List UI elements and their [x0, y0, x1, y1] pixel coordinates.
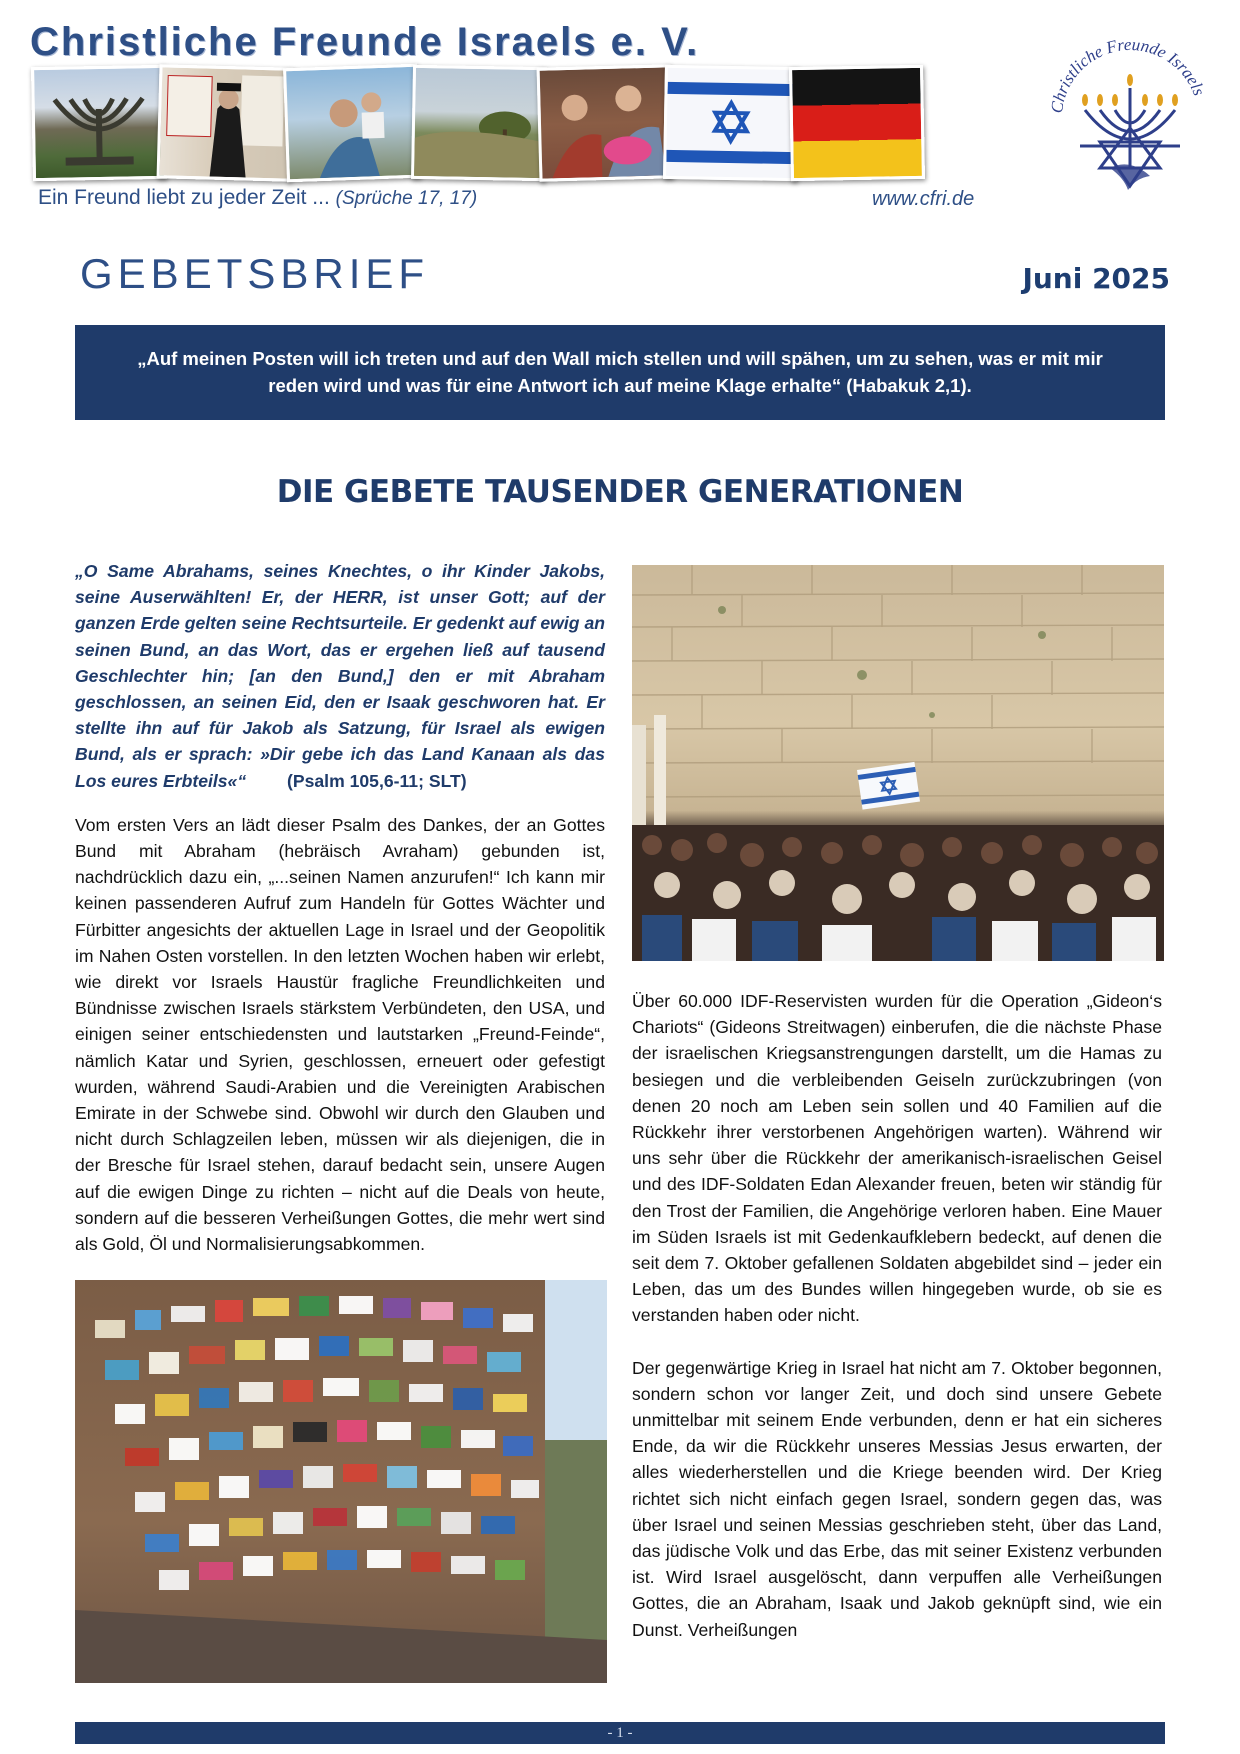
memorial-wall-photo	[75, 1280, 607, 1683]
organization-logo	[1040, 18, 1220, 208]
organization-name: Christliche Freunde Israels e. V.	[30, 20, 700, 64]
right-column	[632, 988, 1162, 1643]
article-heading: DIE GEBETE TAUSENDER GENERATIONEN	[276, 474, 964, 510]
banner-quote: „Auf meinen Posten will ich treten und auf den Wall mich stellen und will spähen, um zu sehen, was er mit mir reden wird und was für eine Antwort ich auf meine Klage erhalte“ (Habakuk 2,1).	[75, 325, 1165, 420]
right-paragraph-1: Über 60.000 IDF-Reservisten wurden für die Operation „Gideon‘s Chariots“ (Gideons Streitwagen) einberufen, die die nächste Phase der israelischen Kriegsanstrengungen darstellt, um die Hamas zu besiegen und die verbleibenden Geiseln zurückzubringen (von denen 20 noch am Leben sein sollen und 40 Familien auf die Rückkehr ihrer verstorbenen Angehörigen warten). Während wir uns sehr über die Rückkehr der amerikanisch-israelischen Geisel und des IDF-Soldaten Edan Alexander freuen, beten wir ständig für den Trost der Familien, die Angehörige verloren haben. Eine Mauer im Süden Israels ist mit Gedenkaufklebern bedeckt, auf denen die seit dem 7. Oktober gefallenen Soldaten abgebildet sind – jeder ein Leben, das um des Bundes willen hingegeben wurde, ob sie es verstanden haben oder nicht.	[632, 991, 1162, 1326]
western-wall-photo	[632, 565, 1164, 961]
left-paragraph: Vom ersten Vers an lädt dieser Psalm des Dankes, der an Gottes Bund mit Abraham (hebräisch Avraham) gebunden ist, nachdrücklich dazu ein, „...seinen Namen anzurufen!“ Ich kann mir keinen passenderen Aufruf zum Handeln für Gottes Wächter und Fürbitter angesichts der aktuellen Lage in Israel und der Geopolitik im Nahen Osten vorstellen. In den letzten Wochen haben wir erlebt, wie direkt vor Israels Haustür fragliche Freundlichkeiten und Bündnisse zwischen Israels stärkstem Verbündeten, den USA, und einigen seiner entschiedensten und lautstarken „Freund-Feinde“, nämlich Katar und Syrien, geschlossen, erneuert oder gefestigt wurden, während Saudi-Arabien und die Vereinigten Arabischen Emirate in der Schwebe sind. Obwohl wir durch den Glauben und nicht durch Schlagzeilen leben, müssen wir als diejenigen, die in der Bresche für Israel stehen, darauf bedacht sein, unsere Augen auf die ewigen Dinge zu richten – nicht auf die Deals von heute, sondern auf die besseren Verheißungen Gottes, die mehr wert sind als Gold, Öl und Normalisierungsabkommen.	[75, 814, 605, 1255]
svg-text:Christliche Freunde Israels: Christliche Freunde Israels	[1047, 34, 1209, 115]
document-date: Juni 2025	[1022, 262, 1170, 295]
left-column	[75, 558, 605, 1257]
tagline-reference: (Sprüche 17, 17)	[335, 188, 478, 209]
photo-volunteers	[537, 64, 674, 181]
document-title: GEBETSBRIEF	[80, 250, 430, 297]
psalm-reference: (Psalm 105,6-11; SLT)	[287, 770, 467, 791]
photo-orthodox-man	[157, 64, 294, 181]
photo-german-flag	[789, 65, 925, 181]
tagline: Ein Freund liebt zu jeder Zeit ... (Sprüche 17, 17)	[38, 186, 478, 209]
right-paragraph-2: Der gegenwärtige Krieg in Israel hat nicht am 7. Oktober begonnen, sondern schon vor langer Zeit, und doch sind unsere Gebete unmittelbar mit seinem Ende verbunden, denn er hat ein sicheres Ende, da wir die Rückkehr unseres Messias Jesus erwarten, der alles wiederherstellen und die Kriege beenden wird. Der Krieg richtet sich nicht einfach gegen Israel, sondern gegen das, was über Israel und seinen Messias geschrieben steht, über das Land, das jüdische Volk und das Erbe, das mit seiner Existenz verbunden ist. Wird Israel ausgelöscht, dann verpuffen alle Verheißungen Gottes, die an Abraham, Isaak und Jakob geknüpft sind, wie ein Dunst. Verheißungen	[632, 1357, 1162, 1640]
photo-menorah	[31, 65, 167, 181]
website-url[interactable]: www.cfri.de	[872, 188, 975, 210]
photo-father-child	[283, 64, 421, 183]
page-number: - 1 -	[75, 1722, 1165, 1744]
photo-israel-flag	[663, 65, 799, 181]
psalm-quote: „O Same Abrahams, seines Knechtes, o ihr Kinder Jakobs, seine Auserwählten! Er, der HERR, ist unser Gott; auf der ganzen Erde gelten seine Rechtsurteile. Er gedenkt auf ewig an seinen Bund, an das Wort, das er ergehen ließ auf tausend Geschlechter hin; [an den Bund,] den er mit Abraham geschlossen, an seinen Eid, den er Isaak geschworen hat. Er stellte ihn auf für Jakob als Satzung, für Israel als ewigen Bund, als er sprach: »Dir gebe ich das Land Kanaan als das Los eures Erbteils«“ (Psalm 105,6-11; SLT)	[75, 561, 605, 791]
header-photo-strip	[30, 62, 1010, 182]
photo-landscape	[411, 65, 547, 181]
